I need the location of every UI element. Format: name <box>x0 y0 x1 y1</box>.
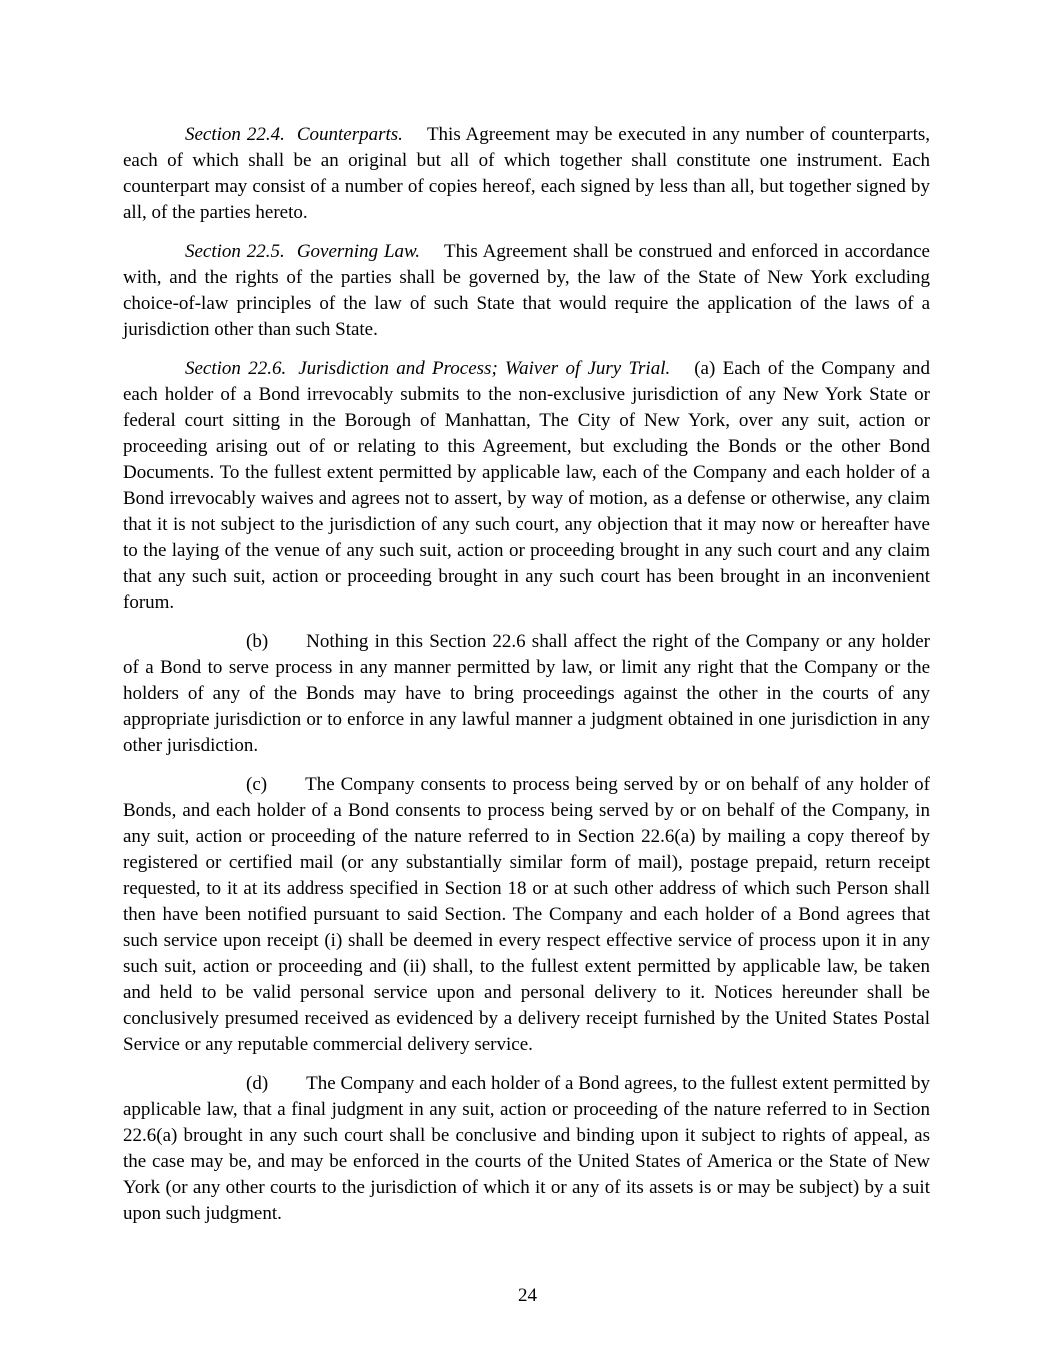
paragraph-section-22-4 <box>123 122 930 226</box>
paragraph-body: This Agreement shall be construed and enforced in accordance with, and the rights of the parties shall be governed by, the law of the State of New York excluding choice-of-law principles of the law of such State that would require the application of the laws of a jurisdiction other than such State. <box>123 241 930 340</box>
list-marker: (c) <box>246 774 268 795</box>
list-marker: (b) <box>246 631 269 652</box>
section-number: Section 22.5. <box>185 241 285 262</box>
paragraph-body: This Agreement may be executed in any number of counterparts, each of which shall be an original but all of which together shall constitute one instrument. Each counterpart may consist of a number of copies hereof, each signed by less than all, but together signed by all, of the parties hereto. <box>123 124 930 223</box>
list-marker: (d) <box>246 1073 269 1094</box>
section-number: Section 22.6. <box>185 358 287 379</box>
page-number: 24 <box>518 1285 537 1306</box>
paragraph-body: Nothing in this Section 22.6 shall affect the right of the Company or any holder of a Bond to serve process in any manner permitted by law, or limit any right that the Company or the holders of any of the Bonds may have to bring proceedings against the other in the courts of any appropriate jurisdiction or to enforce in any lawful manner a judgment obtained in one jurisdiction in any other jurisdiction. <box>123 631 930 756</box>
paragraph-section-22-5 <box>123 239 930 343</box>
section-title: Counterparts. <box>296 124 403 145</box>
paragraph-body: (a) Each of the Company and each holder of a Bond irrevocably submits to the non-exclusive jurisdiction of any New York State or federal court sitting in the Borough of Manhattan, The City of New York, over any suit, action or proceeding arising out of or relating to this Agreement, but excluding the Bonds or the other Bond Documents. To the fullest extent permitted by applicable law, each of the Company and each holder of a Bond irrevocably waives and agrees not to assert, by way of motion, as a defense or otherwise, any claim that it is not subject to the jurisdiction of any such court, any objection that it may now or hereafter have to the laying of the venue of any such suit, action or proceeding brought in any such court and any claim that any such suit, action or proceeding brought in any such court has been brought in an inconvenient forum. <box>123 358 930 613</box>
paragraph-section-22-6-a <box>123 356 930 616</box>
paragraph-body: The Company consents to process being served by or on behalf of any holder of Bonds, and each holder of a Bond consents to process being served by or on behalf of the Company, in any suit, action or proceeding of the nature referred to in Section 22.6(a) by mailing a copy thereof by registered or certified mail (or any substantially similar form of mail), postage prepaid, return receipt requested, to it at its address specified in Section 18 or at such other address of which such Person shall then have been notified pursuant to said Section. The Company and each holder of a Bond agrees that such service upon receipt (i) shall be deemed in every respect effective service of process upon it in any such suit, action or proceeding and (ii) shall, to the fullest extent permitted by applicable law, be taken and held to be valid personal service upon and personal delivery to it. Notices hereunder shall be conclusively presumed received as evidenced by a delivery receipt furnished by the United States Postal Service or any reputable commercial delivery service. <box>123 774 930 1055</box>
paragraph-section-22-6-c <box>123 772 930 1058</box>
paragraph-section-22-6-b <box>123 629 930 759</box>
section-title: Jurisdiction and Process; Waiver of Jury Trial. <box>298 358 671 379</box>
section-number: Section 22.4. <box>185 124 285 145</box>
paragraph-section-22-6-d <box>123 1071 930 1227</box>
section-title: Governing Law. <box>296 241 421 262</box>
paragraph-body: The Company and each holder of a Bond agrees, to the fullest extent permitted by applicable law, that a final judgment in any suit, action or proceeding of the nature referred to in Section 22.6(a) brought in any such court shall be conclusive and binding upon it subject to rights of appeal, as the case may be, and may be enforced in the courts of the United States of America or the State of New York (or any other courts to the jurisdiction of which it or any of its assets is or may be subject) by a suit upon such judgment. <box>123 1073 930 1224</box>
